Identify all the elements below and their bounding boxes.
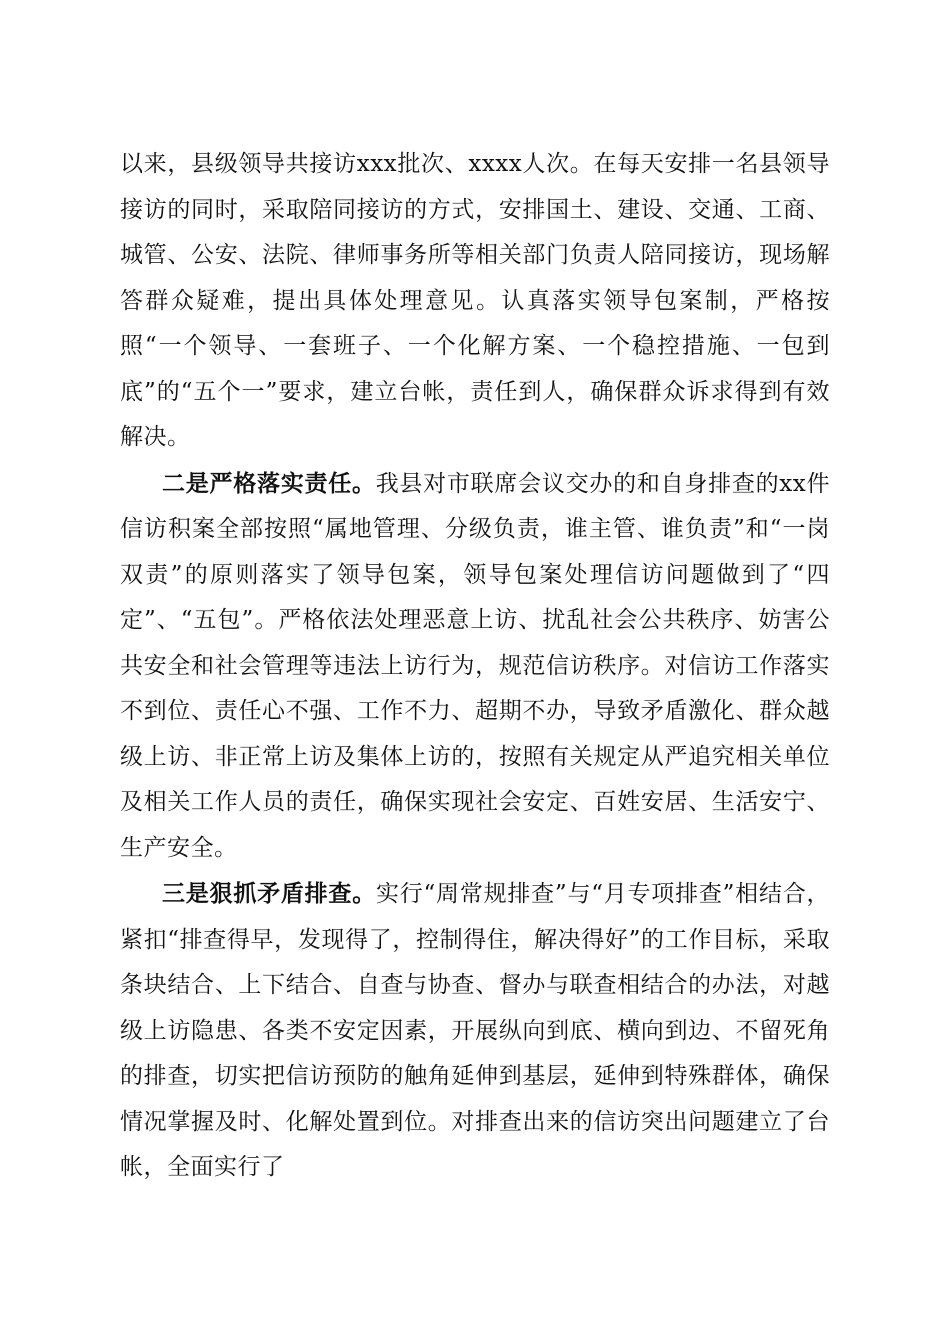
paragraph-investigation [120, 871, 830, 1191]
paragraph-body: 实行“周常规排查”与“月专项排查”相结合，紧扣“排查得早，发现得了，控制得住，解决得好”的工作目标，采取条块结合、上下结合、自查与协查、督办与联查相结合的办法，对越级上访隐患、各类不安定因素，开展纵向到底、横向到边、不留死角的排查，切实把信访预防的触角延伸到基层，延伸到特殊群体，确保情况掌握及时、化解处置到位。对排查出来的信访突出问题建立了台帐，全面实行了 [120, 881, 830, 1180]
paragraph-heading: 三是狠抓矛盾排查。 [162, 880, 376, 907]
paragraph-heading: 二是严格落实责任。 [162, 469, 376, 497]
document-body [120, 142, 830, 1191]
paragraph-body: 我县对市联席会议交办的和自身排查的xx件信访积案全部按照“属地管理、分级负责，谁主管、谁负责”和“一岗双责”的原则落实了领导包案，领导包案处理信访问题做到了“四定”、“五包”。严格依法处理恶意上访、扰乱社会公共秩序、妨害公共安全和社会管理等违法上访行为，规范信访秩序。对信访工作落实不到位、责任心不强、工作不力、超期不办，导致矛盾激化、群众越级上访、非正常上访及集体上访的，按照有关规定从严追究相关单位及相关工作人员的责任，确保实现社会安定、百姓安居、生活安宁、生产安全。 [120, 470, 830, 861]
paragraph-continuation [120, 142, 830, 461]
paragraph-responsibility [120, 461, 830, 872]
paragraph-body: 以来，县级领导共接访xxx批次、xxxx人次。在每天安排一名县领导接访的同时，采取陪同接访的方式，安排国土、建设、交通、工商、城管、公安、法院、律师事务所等相关部门负责人陪同接访，现场解答群众疑难，提出具体处理意见。认真落实领导包案制，严格按照“一个领导、一套班子、一个化解方案、一个稳控措施、一包到底”的“五个一”要求，建立台帐，责任到人，确保群众诉求得到有效解决。 [120, 151, 830, 450]
